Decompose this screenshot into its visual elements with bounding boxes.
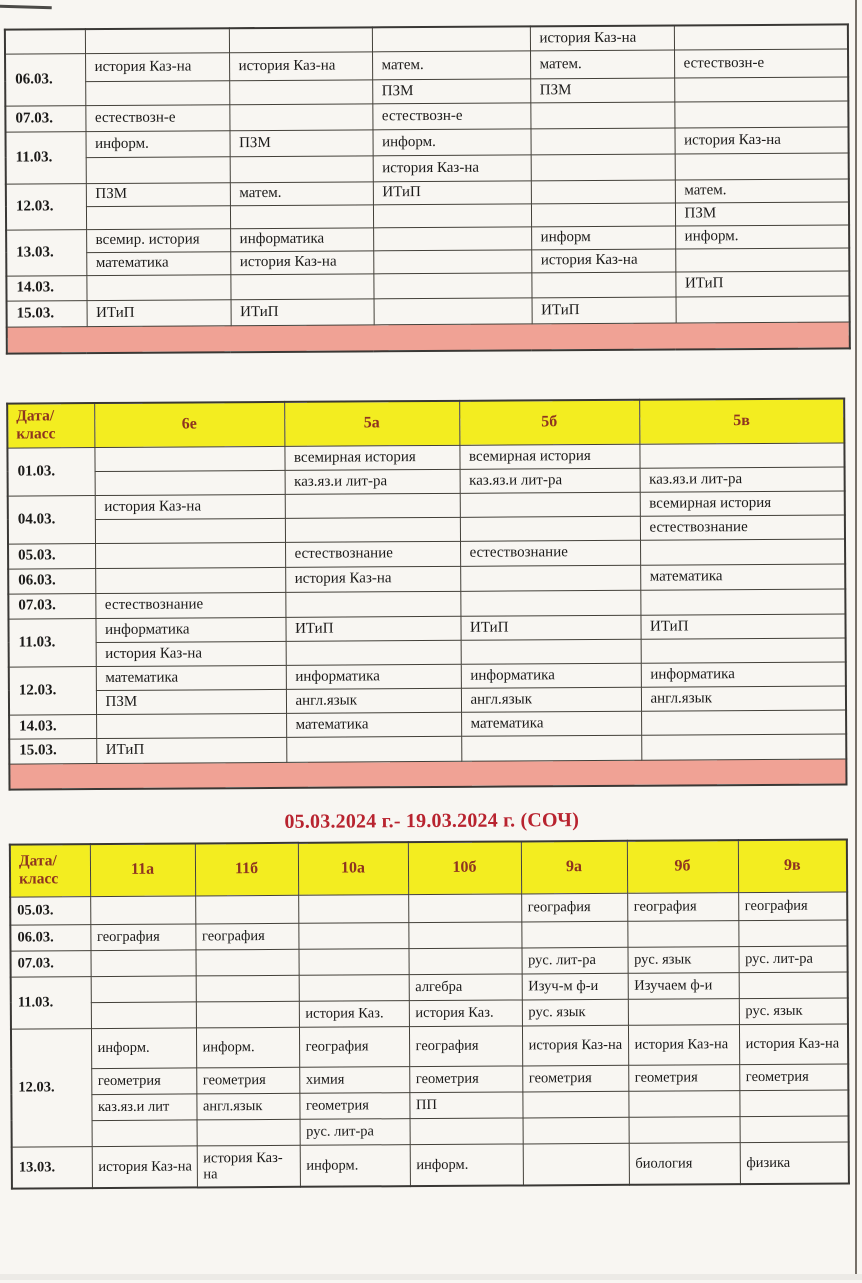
bottom-shade [0,1274,862,1280]
subject-cell [96,713,286,738]
subject-cell: история Каз-на [95,494,285,519]
subject-cell [229,27,372,52]
subject-cell: биология [629,1142,740,1185]
subject-cell: матем. [530,50,674,79]
subject-cell [85,28,229,53]
class-header: 5б [459,400,639,445]
subject-cell [196,975,299,1002]
subject-cell [641,733,846,759]
subject-cell: каз.яз.и лит-ра [640,466,845,491]
subject-cell: информ [531,226,675,250]
subject-cell: история Каз-на [522,1025,628,1066]
subject-cell [640,588,845,614]
subject-cell: ИТиП [231,298,374,325]
subject-cell: история Каз-на [531,248,675,272]
subject-cell: история Каз-на [85,52,229,81]
subject-cell: география [195,923,298,950]
date-cell: 11.03. [5,131,85,183]
subject-cell [374,297,532,324]
subject-cell: история Каз-на [628,1024,739,1065]
subject-cell: информатика [230,227,373,251]
subject-cell [641,637,846,662]
subject-cell: рус. язык [522,999,628,1026]
subject-cell: история Каз. [409,999,522,1026]
date-cell: 07.03. [10,950,90,976]
subject-cell: история Каз-на [285,566,460,592]
subject-cell: геометрия [196,1067,299,1094]
subject-cell [739,1089,848,1116]
subject-cell [195,949,298,976]
subject-cell: естествозн-е [85,104,229,131]
date-cell: 12.03. [11,1028,92,1146]
date-cell: 12.03. [6,183,86,229]
subject-cell: естествознание [95,592,285,618]
date-cell: 14.03. [9,714,96,739]
subject-cell [286,640,461,665]
subject-cell [229,103,372,130]
subject-cell [738,919,847,946]
date-cell: 12.03. [9,666,96,715]
class-header: 10б [408,841,521,894]
soch-title: 05.03.2024 г.- 19.03.2024 г. (СОЧ) [284,809,580,833]
subject-cell [92,1119,197,1146]
subject-cell [85,80,229,105]
subject-cell: география [738,891,847,920]
paper-edge-line [855,0,857,1280]
subject-cell: каз.яз.и лит-ра [460,468,640,493]
subject-cell [373,226,531,250]
soch-9-11-table [9,838,850,1189]
subject-cell: информ. [675,224,849,248]
subject-cell: ИТиП [373,180,531,204]
class-header: 11а [90,843,195,896]
subject-cell [230,273,373,299]
subject-cell: каз.яз.и лит-ра [285,469,460,494]
subject-cell [86,205,230,229]
date-cell: 05.03. [10,896,90,924]
subject-cell [676,295,850,322]
subject-cell: история Каз-на [373,154,531,181]
subject-cell: физика [740,1141,849,1184]
subject-cell [372,26,530,51]
subject-cell: математика [640,563,845,589]
subject-cell: история Каз-на [96,641,286,666]
subject-cell [197,1119,300,1146]
subject-cell [90,895,195,924]
subject-cell: ПЗМ [372,78,530,103]
subject-cell [629,1116,740,1143]
subject-cell [530,128,674,155]
subject-cell: рус. лит-ра [738,945,847,972]
subject-cell [94,446,284,471]
subject-cell: каз.яз.и лит [91,1093,196,1120]
subject-cell [410,1117,523,1144]
subject-cell [230,204,373,228]
cropped-table-edge-line [0,5,52,10]
date-cell [5,29,85,53]
class-header: 10а [298,842,408,895]
subject-cell: география [299,1026,409,1067]
subject-cell [461,735,641,761]
subject-cell: математика [86,251,230,275]
subject-cell [739,971,848,998]
pink-band [7,321,850,353]
date-cell: 15.03. [9,738,96,764]
subject-cell: география [90,923,195,950]
subject-cell: математика [461,711,641,736]
date-class-header: Дата/ класс [7,403,94,448]
subject-cell [95,518,285,543]
subject-cell [91,1001,196,1028]
subject-cell [531,154,675,181]
subject-cell [460,565,640,591]
subject-cell [229,79,372,104]
date-cell: 07.03. [8,593,95,619]
subject-cell [628,1090,739,1117]
subject-cell [675,247,849,271]
subject-cell: англ.язык [196,1093,299,1120]
subject-cell: ИТиП [532,296,676,323]
subject-cell: всемирная история [459,444,639,469]
subject-cell: англ.язык [286,688,461,713]
subject-cell: история Каз-на [739,1023,848,1064]
date-cell: 11.03. [11,976,91,1028]
classes-5-6-table [6,397,847,790]
subject-cell [286,736,461,762]
subject-cell: всемирная история [284,445,459,470]
subject-cell [298,894,408,923]
subject-cell [95,567,285,593]
subject-cell: ИТиП [87,299,231,326]
subject-cell [460,492,640,517]
subject-cell: ИТиП [285,616,460,641]
subject-cell [90,949,195,976]
subject-cell [674,24,848,49]
subject-cell: ИТиП [96,737,286,763]
class-header: 9в [738,839,847,892]
date-cell: 04.03. [8,495,95,544]
subject-cell: геометрия [628,1064,739,1091]
subject-cell: ИТиП [460,615,640,640]
subject-cell: история Каз-на [229,51,372,80]
subject-cell: математика [286,712,461,737]
subject-cell: информ. [410,1143,523,1186]
subject-cell [91,975,196,1002]
class-header: 9б [627,840,738,893]
pink-band [9,758,846,789]
subject-cell: информ. [300,1144,410,1187]
subject-cell [408,947,521,974]
subject-cell [675,152,849,179]
subject-cell: информ. [91,1027,196,1068]
subject-cell: алгебра [409,973,522,1000]
subject-cell: ПЗМ [675,201,849,225]
subject-cell [408,921,521,948]
subject-cell [531,180,675,204]
subject-cell [285,517,460,542]
subject-cell [627,920,738,947]
subject-cell: геометрия [522,1065,628,1092]
subject-cell: ПЗМ [229,129,372,156]
subject-cell: Изучаем ф-и [628,972,739,999]
subject-cell: матем. [230,181,373,205]
subject-cell: геометрия [409,1065,522,1092]
subject-cell [628,998,739,1025]
subject-cell [285,493,460,518]
subject-cell [230,155,373,182]
subject-cell [461,639,641,664]
subject-cell [195,895,298,924]
subject-cell: химия [299,1066,409,1093]
subject-cell: Изуч-м ф-и [522,973,628,1000]
subject-cell [196,1001,299,1028]
subject-cell [531,203,675,227]
subject-cell: история Каз-на [197,1145,300,1188]
subject-cell: география [409,1025,522,1066]
subject-cell: ИТиП [640,613,845,638]
subject-cell: матем. [372,50,530,79]
subject-cell: ПП [409,1091,522,1118]
subject-cell: ПЗМ [86,182,230,206]
subject-cell: англ.язык [461,687,641,712]
subject-cell [95,470,285,495]
subject-cell: всемирная история [640,490,845,515]
subject-cell [674,100,848,127]
subject-cell: информатика [641,661,846,686]
subject-cell [86,156,230,183]
subject-cell [373,272,531,298]
subject-cell: естествознание [460,540,640,566]
date-class-header: Дата/ класс [10,844,90,896]
subject-cell: ИТиП [675,270,849,296]
subject-cell: геометрия [299,1092,409,1119]
date-cell: 13.03. [6,229,86,275]
subject-cell: рус. лит-ра [521,947,627,974]
subject-cell: история Каз-на [674,126,848,153]
subject-cell: информ. [196,1027,299,1068]
date-cell: 06.03. [5,53,85,105]
class-header: 6е [94,402,284,447]
subject-cell: матем. [675,178,849,202]
subject-cell [95,542,285,568]
subject-cell [521,921,627,948]
upper-schedule-table [4,23,851,354]
subject-cell: история Каз. [299,1000,409,1027]
subject-cell [408,893,521,922]
subject-cell: информатика [461,663,641,688]
subject-cell: география [627,892,738,921]
subject-cell: история Каз-на [530,26,674,51]
subject-cell: ПЗМ [530,78,674,103]
subject-cell [373,249,531,273]
subject-cell: информатика [95,617,285,642]
class-header: 5в [639,398,844,443]
subject-cell: естествозн-е [674,48,848,77]
subject-cell [285,591,460,617]
subject-cell: рус. язык [627,946,738,973]
subject-cell [740,1115,849,1142]
date-cell: 06.03. [10,924,90,950]
subject-cell [299,974,409,1001]
date-cell: 06.03. [8,568,95,594]
subject-cell [639,442,844,467]
subject-cell: естествознание [640,514,845,539]
class-header: 9а [521,841,627,894]
subject-cell [522,1091,628,1118]
subject-cell [531,271,675,297]
date-cell: 11.03. [8,618,95,667]
subject-cell: всемир. история [86,228,230,252]
subject-cell [460,516,640,541]
subject-cell: информ. [85,130,229,157]
subject-cell: информатика [286,664,461,689]
subject-cell [523,1143,629,1186]
subject-cell [298,948,408,975]
subject-cell: история Каз-на [230,250,373,274]
date-cell: 15.03. [7,300,87,326]
subject-cell: естествозн-е [372,102,530,129]
subject-cell: рус. язык [739,997,848,1024]
subject-cell [530,102,674,129]
subject-cell: география [521,893,627,922]
date-cell: 01.03. [7,447,94,496]
subject-cell [523,1117,629,1144]
date-cell: 05.03. [8,543,95,569]
subject-cell: рус. лит-ра [300,1118,410,1145]
subject-cell: ПЗМ [96,689,286,714]
subject-cell [86,274,230,300]
subject-cell: англ.язык [641,685,846,710]
subject-cell: геометрия [91,1067,196,1094]
subject-cell: математика [96,665,286,690]
date-cell: 14.03. [6,275,86,300]
subject-cell: информ. [372,128,530,155]
date-cell: 07.03. [5,105,85,131]
subject-cell [373,203,531,227]
subject-cell: естествознание [285,541,460,567]
date-cell: 13.03. [12,1146,92,1188]
subject-cell [674,76,848,101]
subject-cell [460,590,640,616]
class-header: 5а [284,401,459,446]
subject-cell [640,538,845,564]
class-header: 11б [195,843,298,896]
subject-cell: история Каз-на [92,1145,197,1188]
subject-cell [641,709,846,734]
subject-cell: геометрия [739,1063,848,1090]
subject-cell [298,922,408,949]
